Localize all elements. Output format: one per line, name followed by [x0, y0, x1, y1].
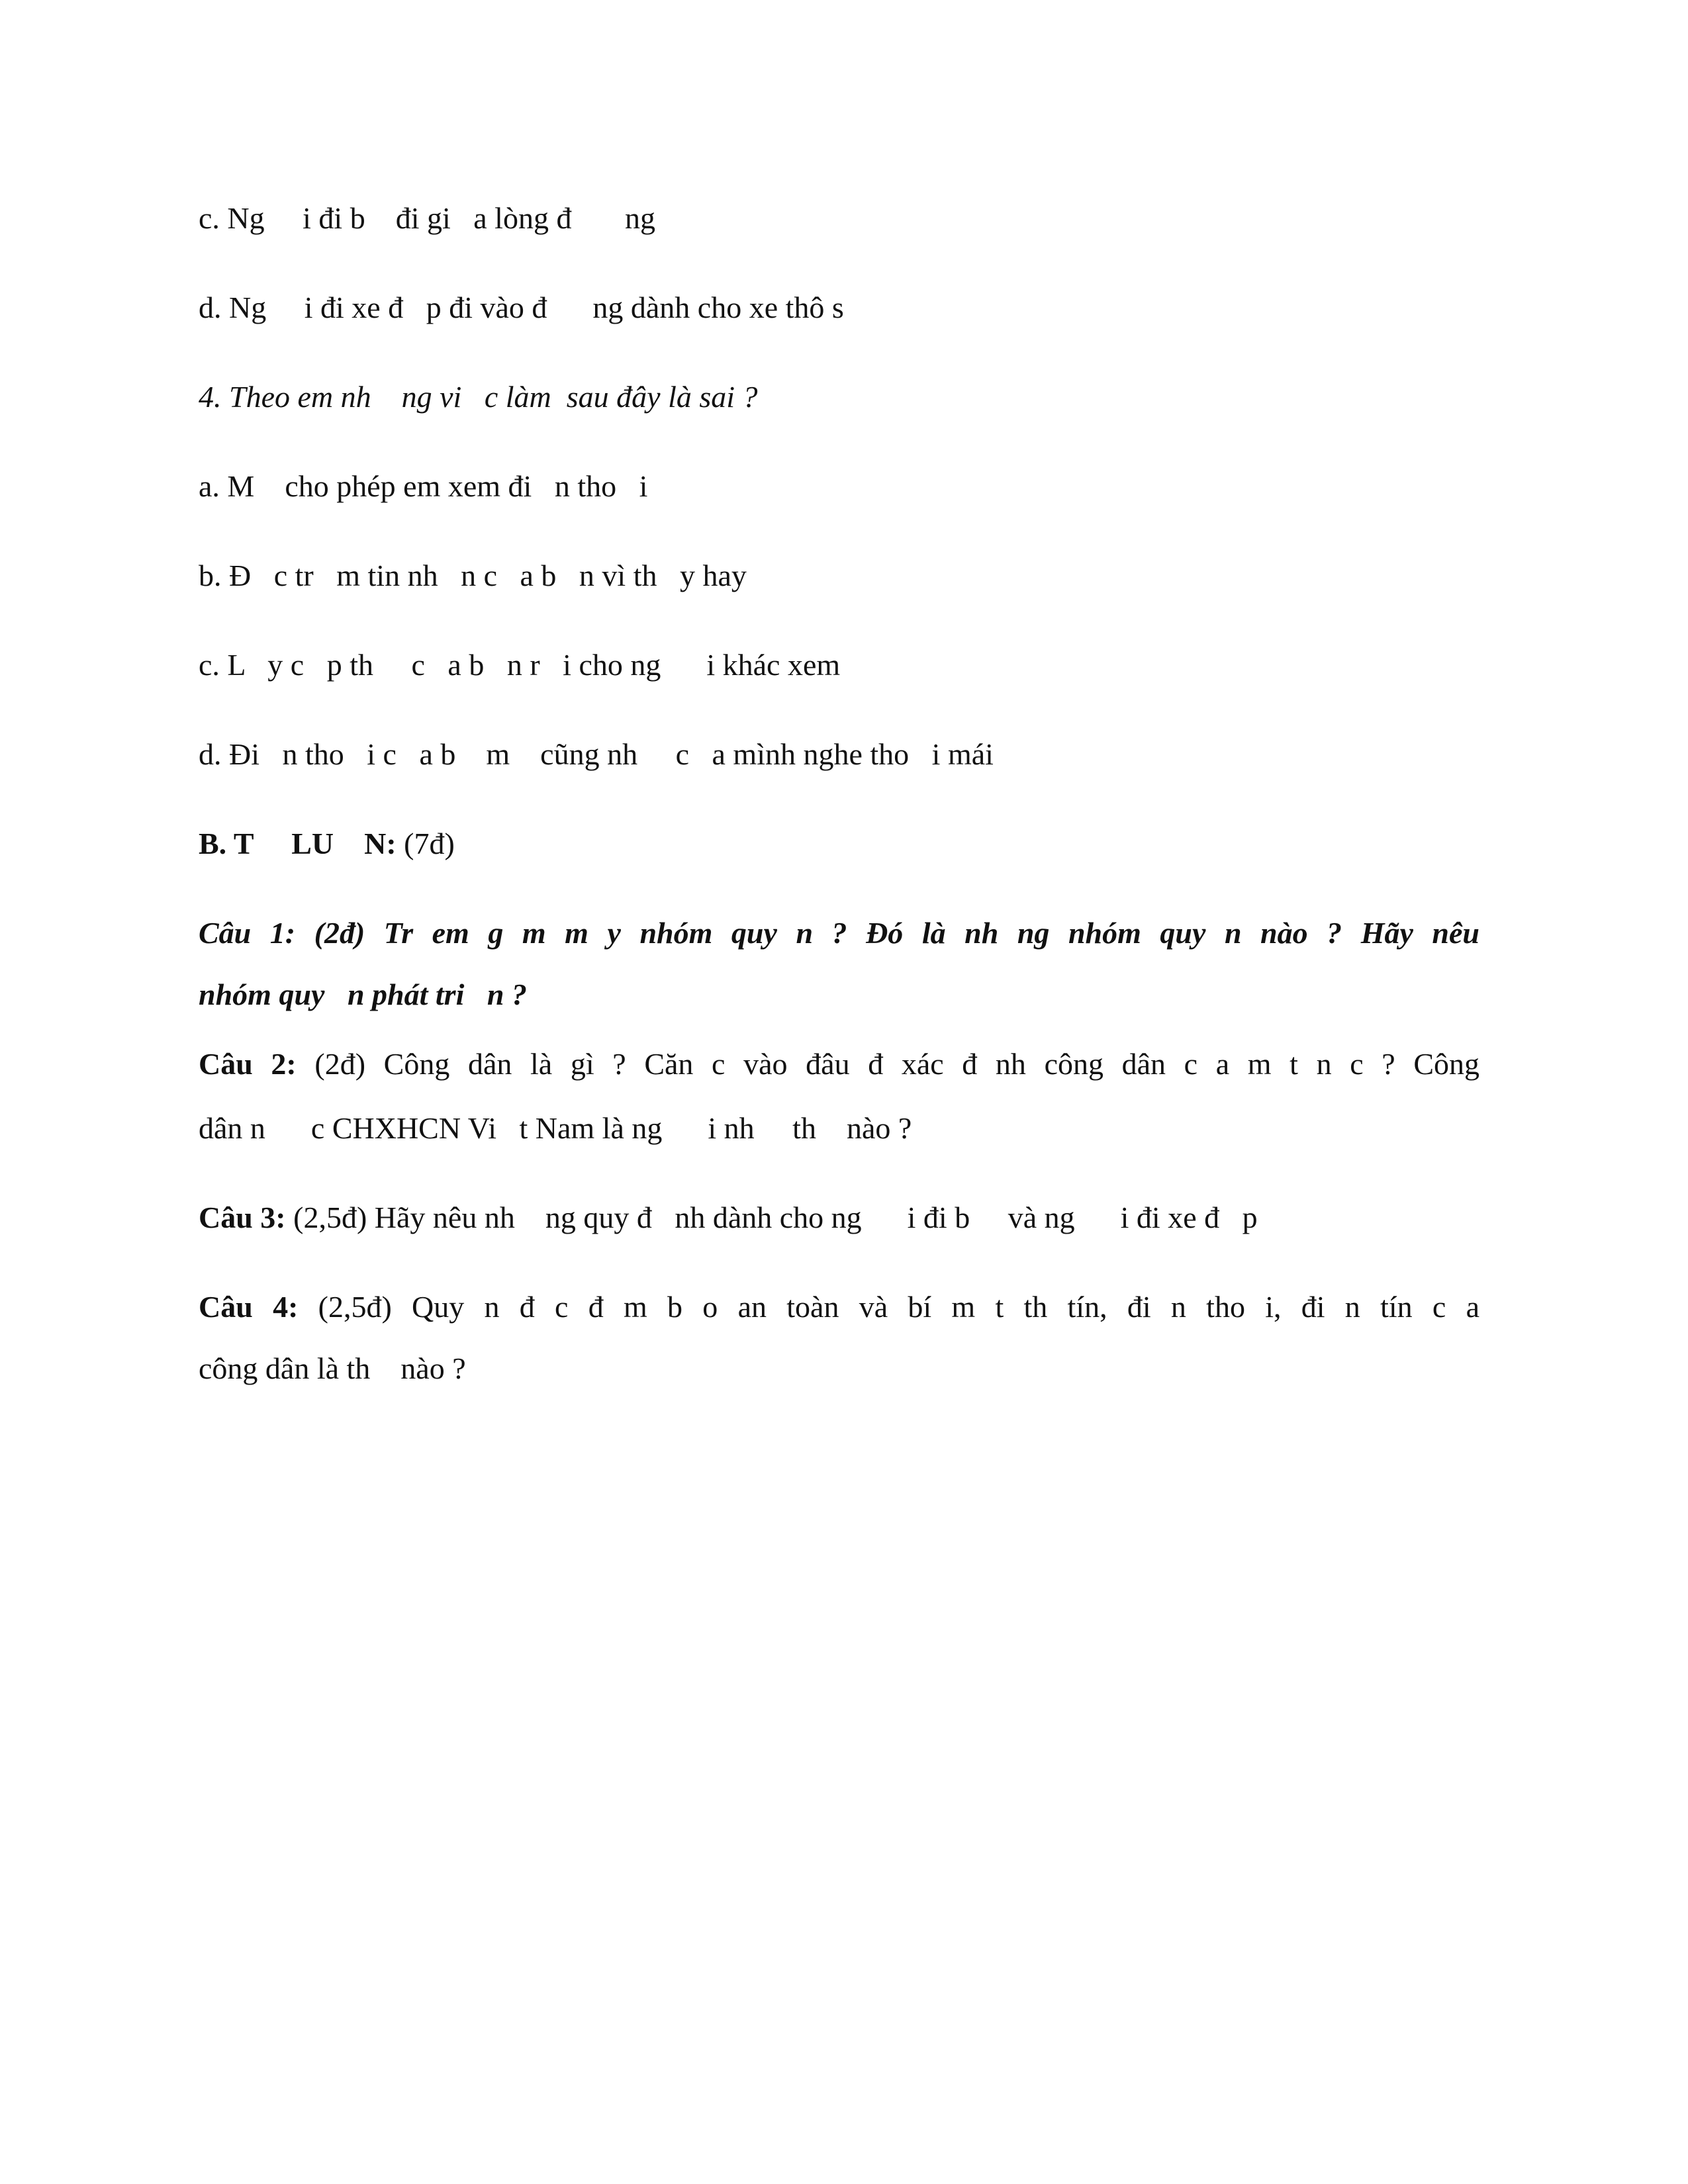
essay-q4-text: (2,5đ) Quy n đ c đ m b o an toàn và bí m t th tín, đi n tho i, đi n tín c a	[298, 1290, 1479, 1324]
essay-q1-line2: nhóm quy n phát tri n ?	[199, 978, 527, 1011]
essay-q2-text: (2đ) Công dân là gì ? Căn c vào đâu đ xác đ nh công dân c a m t n c ? Công	[296, 1047, 1480, 1081]
essay-q2-line2: dân n c CHXHCN Vi t Nam là ng i nh th nào ?	[199, 1111, 912, 1145]
q3-option-d: d. Ng i đi xe đ p đi vào đ ng dành cho xe thô s	[199, 291, 844, 324]
essay-q2-line1	[199, 1046, 1479, 1083]
essay-q3-text: (2,5đ) Hãy nêu nh ng quy đ nh dành cho ng i đi b và ng i đi xe đ p	[285, 1201, 1258, 1234]
essay-q1-line1: Câu 1: (2đ) Tr em g m m y nhóm quy n ? Đó là nh ng nhóm quy n nào ? Hãy nêu	[199, 916, 1479, 950]
essay-q4-line1	[199, 1289, 1479, 1326]
part-b-heading-label: B. T LU N:	[199, 827, 397, 860]
essay-q4-line2: công dân là th nào ?	[199, 1351, 466, 1385]
part-b-heading	[199, 825, 455, 862]
q4-option-d: d. Đi n tho i c a b m cũng nh c a mình nghe tho i mái	[199, 737, 994, 771]
essay-q2-label: Câu 2:	[199, 1047, 297, 1081]
essay-q4-label: Câu 4:	[199, 1290, 299, 1324]
part-b-heading-points: (7đ)	[396, 827, 455, 860]
q3-option-c: c. Ng i đi b đi gi a lòng đ ng	[199, 201, 655, 235]
q4-option-a: a. M cho phép em xem đi n tho i	[199, 469, 648, 503]
q4-option-b: b. Đ c tr m tin nh n c a b n vì th y hay	[199, 559, 747, 592]
essay-q3	[199, 1199, 1258, 1236]
essay-q3-label: Câu 3:	[199, 1201, 286, 1234]
q4-option-c: c. L y c p th c a b n r i cho ng i khác xem	[199, 648, 841, 682]
q4-question: 4. Theo em nh ng vi c làm sau đây là sai ?	[199, 380, 758, 414]
